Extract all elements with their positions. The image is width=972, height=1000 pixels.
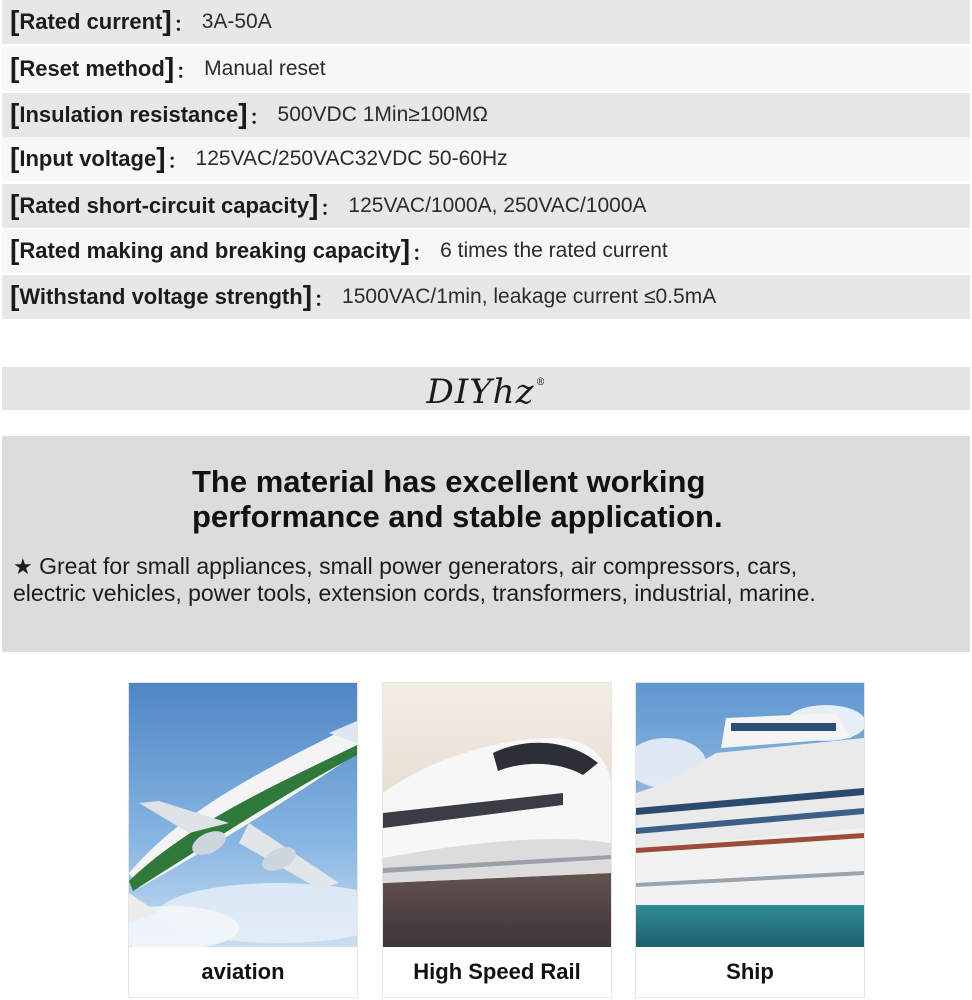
spec-row-making-breaking-capacity: [2, 229, 970, 273]
spec-row-reset-method: [2, 47, 970, 91]
spec-value: 125VAC/1000A, 250VAC/1000A: [348, 194, 647, 217]
spec-key: Rated making and breaking capacity: [19, 238, 401, 263]
spec-separator: ：: [314, 288, 335, 311]
application-label: High Speed Rail: [413, 959, 581, 984]
spec-row-rated-current: [2, 0, 970, 44]
bracket-close: ]: [238, 98, 248, 129]
bracket-open: [: [10, 189, 20, 220]
spec-value: 6 times the rated current: [440, 239, 668, 262]
spec-row-input-voltage: [2, 137, 970, 181]
star-icon: ★: [13, 554, 33, 579]
brand-name: DIYhz: [426, 371, 535, 412]
bracket-close: ]: [302, 280, 313, 311]
airplane-image: [129, 683, 357, 947]
bracket-close: ]: [162, 5, 172, 36]
spec-value: 1500VAC/1min, leakage current ≤0.5mA: [342, 285, 717, 308]
spec-key: Rated short-circuit capacity: [19, 193, 310, 218]
bracket-close: ]: [309, 189, 319, 220]
feature-description: [13, 553, 963, 607]
description-line-2: electric vehicles, power tools, extension cords, transformers, industrial, marine.: [13, 580, 816, 606]
cruise-ship-image: [636, 683, 864, 947]
registered-mark: ®: [535, 376, 547, 388]
spec-key: Reset method: [19, 56, 165, 81]
spec-key: Rated current: [19, 9, 163, 34]
description-line-1: Great for small appliances, small power generators, air compressors, cars,: [39, 553, 798, 579]
bracket-open: [: [10, 142, 20, 173]
spec-row-insulation-resistance: [2, 93, 970, 137]
application-label: aviation: [201, 959, 285, 984]
application-card-high-speed-rail: [383, 683, 611, 997]
spec-value: 125VAC/250VAC32VDC 50-60Hz: [195, 147, 508, 170]
spec-separator: ：: [173, 13, 194, 36]
application-card-aviation: [129, 683, 357, 997]
spec-row-withstand-voltage: [2, 275, 970, 319]
feature-block: [2, 436, 970, 652]
bracket-open: [: [10, 234, 20, 265]
bracket-close: ]: [164, 52, 175, 83]
bracket-close: ]: [400, 234, 411, 265]
bracket-open: [: [10, 52, 20, 83]
bracket-close: ]: [156, 142, 166, 173]
spec-separator: ：: [176, 60, 197, 83]
spec-row-short-circuit-capacity: [2, 184, 970, 228]
brand-band: [2, 367, 970, 410]
application-card-ship: [636, 683, 864, 997]
spec-key: Insulation resistance: [19, 102, 239, 127]
spec-key: Withstand voltage strength: [19, 284, 303, 309]
spec-value: 3A-50A: [201, 10, 272, 33]
application-label: Ship: [726, 959, 774, 984]
headline-line-1: The material has excellent working: [192, 464, 706, 499]
bracket-open: [: [10, 5, 20, 36]
spec-separator: ：: [412, 242, 433, 265]
spec-value: Manual reset: [204, 57, 326, 80]
brand-logo: [427, 372, 546, 412]
bracket-open: [: [10, 280, 20, 311]
spec-key: Input voltage: [19, 146, 157, 171]
bullet-train-image: [383, 683, 611, 947]
spec-separator: ：: [320, 197, 341, 220]
bracket-open: [: [10, 98, 20, 129]
spec-value: 500VDC 1Min≥100MΩ: [277, 103, 488, 126]
spec-separator: ：: [167, 150, 188, 173]
spec-separator: ：: [249, 106, 270, 129]
headline-line-2: performance and stable application.: [192, 499, 723, 534]
feature-headline: [192, 464, 912, 534]
